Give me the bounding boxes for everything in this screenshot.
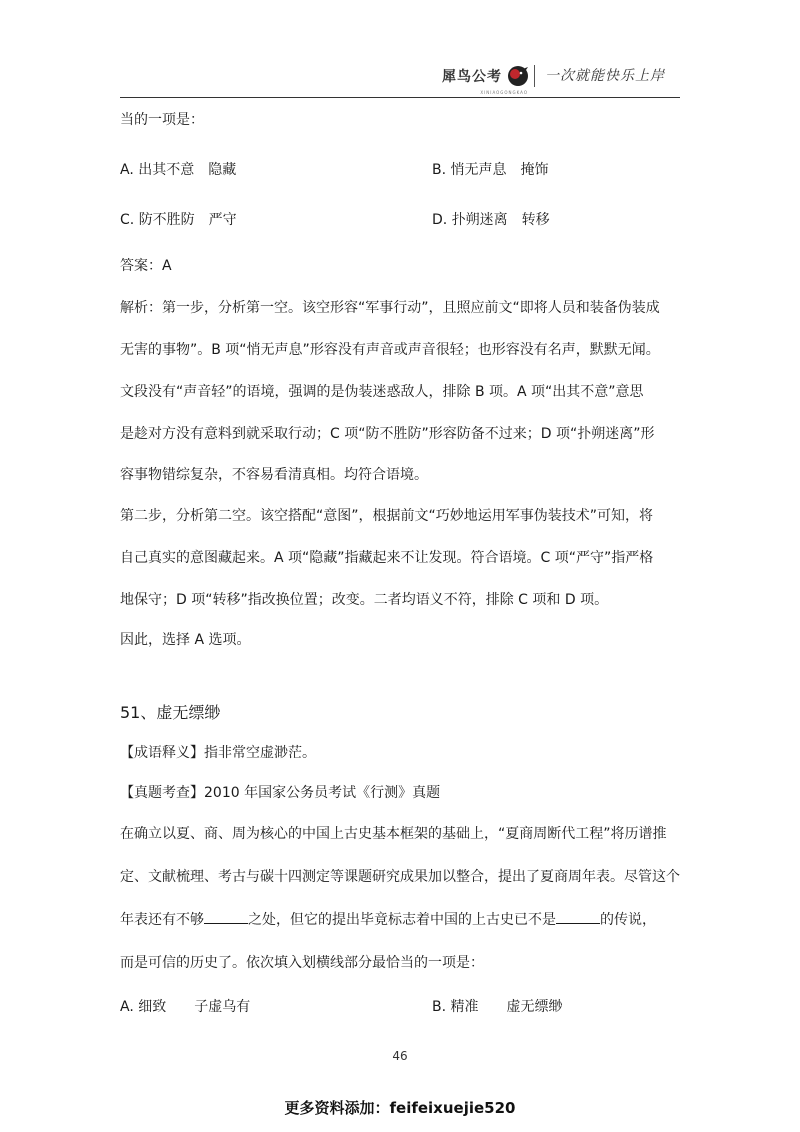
fill-blank	[204, 909, 248, 924]
option-text: 精准 虚无缥缈	[450, 999, 563, 1015]
analysis-line: 因此，选择 A 选项。	[120, 632, 251, 648]
option-label: A.	[120, 999, 134, 1015]
option-text: 出其不意 隐藏	[138, 162, 237, 178]
options-row	[120, 195, 680, 245]
option-label: A.	[120, 162, 134, 178]
analysis-line: 自己真实的意图藏起来。A 项“隐藏”指藏起来不让发现。符合语境。C 项“严守”指严格	[120, 550, 654, 566]
passage-text: 的传说，	[600, 912, 656, 928]
option-label: B.	[432, 162, 447, 178]
passage-line: 定、文献梳理、考古与碳十四测定等课题研究成果加以整合，提出了夏商周年表。尽管这个	[120, 869, 680, 885]
option-text: 防不胜防 严守	[138, 212, 237, 228]
options-row	[120, 145, 680, 195]
analysis-line: 文段没有“声音轻”的语境，强调的是伪装迷惑敌人，排除 B 项。A 项“出其不意”意思	[120, 384, 644, 400]
analysis-line: 容事物错综复杂，不容易看清真相。均符合语境。	[120, 467, 428, 483]
page-content	[120, 104, 680, 1029]
rhino-bird-logo-icon	[506, 64, 530, 88]
analysis-line: 第二步，分析第二空。该空搭配“意图”，根据前文“巧妙地运用军事伪装技术”可知，将	[120, 508, 654, 524]
fill-blank	[556, 909, 600, 924]
analysis-line: 地保守；D 项“转移”指改换位置；改变。二者均语义不符，排除 C 项和 D 项。	[120, 592, 609, 608]
option-text: 扑朔迷离 转移	[451, 212, 550, 228]
page-header	[120, 50, 680, 98]
footer-contact: 更多资料添加：feifeixuejie520	[284, 1099, 516, 1117]
header-divider	[120, 97, 680, 98]
options-row	[120, 985, 680, 1029]
option-b	[432, 985, 680, 1029]
analysis-line: 解析：第一步，分析第一空。该空形容“军事行动”，且照应前文“即将人员和装备伪装成	[120, 300, 660, 316]
option-a	[120, 145, 432, 195]
answer: 答案：A	[120, 258, 172, 274]
option-text: 悄无声息 掩饰	[450, 162, 549, 178]
analysis-line: 无害的事物”。B 项“悄无声息”形容没有声音或声音很轻；也形容没有名声，默默无闻。	[120, 342, 660, 358]
header-slogan: 一次就能快乐上岸	[534, 65, 680, 87]
passage-line: 而是可信的历史了。依次填入划横线部分最恰当的一项是：	[120, 955, 484, 971]
question-title: 51、虚无缥缈	[120, 703, 221, 722]
option-label: D.	[432, 212, 448, 228]
passage-line	[120, 899, 680, 942]
exam-source: 【真题考查】2010 年国家公务员考试《行测》真题	[120, 785, 441, 801]
option-label: C.	[120, 212, 135, 228]
logo-subtitle: XINIAOGONGKAO	[480, 90, 528, 95]
brand-logo	[442, 64, 530, 88]
passage-line: 在确立以夏、商、周为核心的中国上古史基本框架的基础上，“夏商周断代工程”将历谱推	[120, 826, 667, 842]
option-d	[432, 195, 680, 245]
analysis-line: 是趁对方没有意料到就采取行动；C 项“防不胜防”形容防备不过来；D 项“扑朔迷离”形	[120, 426, 655, 442]
analysis-block	[120, 287, 680, 659]
question-lead: 当的一项是：	[120, 112, 204, 128]
logo-text: 犀鸟公考	[442, 69, 502, 85]
option-text: 细致 子虚乌有	[138, 999, 251, 1015]
option-a	[120, 985, 432, 1029]
page-number: 46	[392, 1049, 408, 1063]
option-b	[432, 145, 680, 195]
idiom-meaning: 【成语释义】指非常空虚渺茫。	[120, 745, 316, 761]
option-c	[120, 195, 432, 245]
option-label: B.	[432, 999, 447, 1015]
passage-text: 年表还有不够	[120, 912, 204, 928]
passage-text: 之处，但它的提出毕竟标志着中国的上古史已不是	[248, 912, 556, 928]
